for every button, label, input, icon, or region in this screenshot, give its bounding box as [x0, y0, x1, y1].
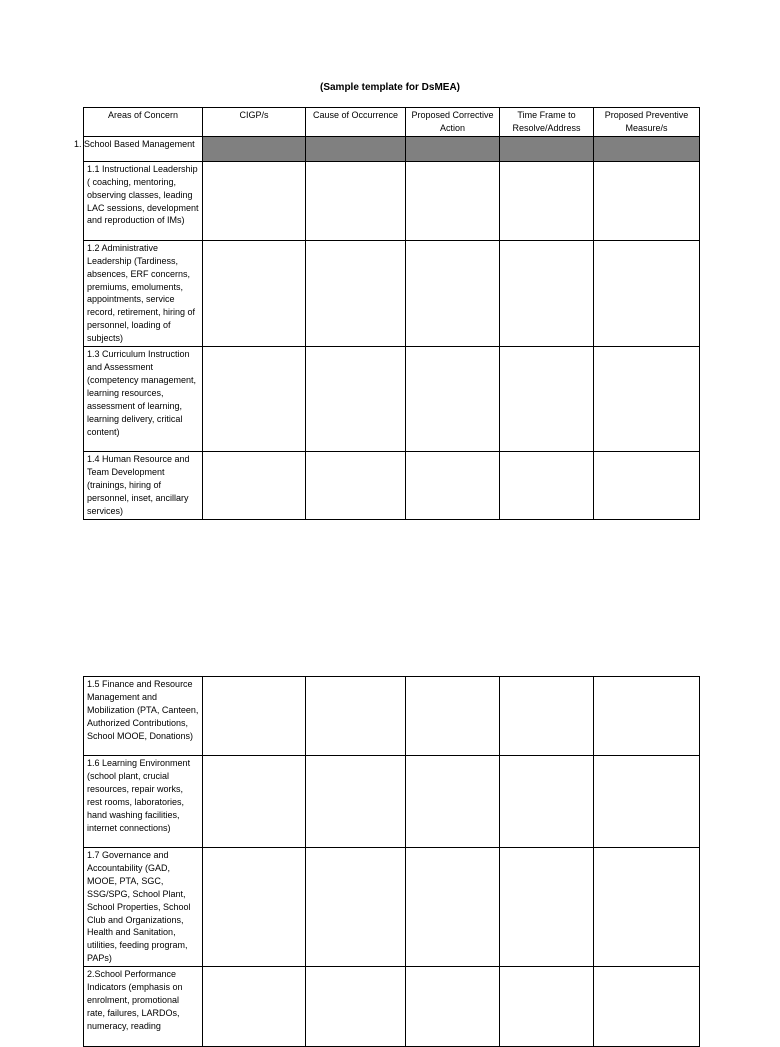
empty-cell[interactable] — [306, 848, 406, 967]
empty-cell[interactable] — [203, 967, 306, 1047]
empty-cell[interactable] — [406, 240, 500, 346]
empty-cell[interactable] — [594, 161, 700, 240]
empty-cell[interactable] — [594, 240, 700, 346]
section-row — [84, 136, 700, 161]
empty-cell[interactable] — [594, 848, 700, 967]
empty-cell[interactable] — [406, 347, 500, 452]
area-of-concern-cell: 1.1 Instructional Leadership ( coaching, mentoring, observing classes, leading LAC sessions, development and reproduction of IMs) — [84, 161, 203, 240]
header-proposed-corrective-action: Proposed Corrective Action — [406, 108, 500, 137]
shaded-cell — [500, 136, 594, 161]
header-cause-of-occurrence: Cause of Occurrence — [306, 108, 406, 137]
empty-cell[interactable] — [594, 452, 700, 520]
table-row — [84, 677, 700, 756]
empty-cell[interactable] — [203, 756, 306, 848]
area-of-concern-cell: 1.2 Administrative Leadership (Tardiness, absences, ERF concerns, premiums, emoluments, appointments, service record, retirement, hiring of personnel, loading of subjects) — [84, 240, 203, 346]
area-of-concern-cell: 1.7 Governance and Accountability (GAD, MOOE, PTA, SGC, SSG/SPG, School Plant, School Properties, School Club and Organizations, Health and Sanitation, utilities, feeding program, PAPs) — [84, 848, 203, 967]
area-of-concern-cell: 1.6 Learning Environment (school plant, crucial resources, repair works, rest rooms, laboratories, hand washing facilities, internet connections) — [84, 756, 203, 848]
empty-cell[interactable] — [203, 161, 306, 240]
empty-cell[interactable] — [406, 967, 500, 1047]
empty-cell[interactable] — [306, 967, 406, 1047]
area-of-concern-cell: 2.School Performance Indicators (emphasis on enrolment, promotional rate, failures, LARDOs, numeracy, reading — [84, 967, 203, 1047]
dsmea-table-top — [74, 107, 700, 520]
table-row — [84, 967, 700, 1047]
empty-cell[interactable] — [406, 677, 500, 756]
area-of-concern-cell: 1.5 Finance and Resource Management and Mobilization (PTA, Canteen, Authorized Contributions, School MOOE, Donations) — [84, 677, 203, 756]
empty-cell[interactable] — [500, 677, 594, 756]
empty-cell[interactable] — [306, 756, 406, 848]
header-cigp: CIGP/s — [203, 108, 306, 137]
header-row — [84, 108, 700, 137]
table-row — [84, 452, 700, 520]
empty-cell[interactable] — [500, 756, 594, 848]
table-row — [84, 240, 700, 346]
table-row — [84, 347, 700, 452]
empty-cell[interactable] — [406, 161, 500, 240]
empty-cell[interactable] — [594, 347, 700, 452]
table-row — [84, 756, 700, 848]
empty-cell[interactable] — [203, 240, 306, 346]
area-of-concern-cell: 1.3 Curriculum Instruction and Assessment (competency management, learning resources, assessment of learning, learning delivery, critical content) — [84, 347, 203, 452]
empty-cell[interactable] — [500, 452, 594, 520]
empty-cell[interactable] — [306, 452, 406, 520]
shaded-cell — [594, 136, 700, 161]
empty-cell[interactable] — [306, 240, 406, 346]
empty-cell[interactable] — [594, 967, 700, 1047]
empty-cell[interactable] — [203, 677, 306, 756]
empty-cell[interactable] — [306, 677, 406, 756]
area-of-concern-cell: 1.4 Human Resource and Team Development (trainings, hiring of personnel, inset, ancillary services) — [84, 452, 203, 520]
empty-cell[interactable] — [500, 161, 594, 240]
empty-cell[interactable] — [406, 848, 500, 967]
empty-cell[interactable] — [500, 240, 594, 346]
shaded-cell — [203, 136, 306, 161]
shaded-cell — [406, 136, 500, 161]
empty-cell[interactable] — [306, 161, 406, 240]
empty-cell[interactable] — [203, 452, 306, 520]
empty-cell[interactable] — [500, 347, 594, 452]
section-heading-cell: 1. School Based Management — [84, 136, 203, 161]
empty-cell[interactable] — [203, 347, 306, 452]
dsmea-table-bottom — [83, 676, 700, 1047]
empty-cell[interactable] — [406, 756, 500, 848]
header-time-frame: Time Frame to Resolve/Address — [500, 108, 594, 137]
header-areas-of-concern: Areas of Concern — [84, 108, 203, 137]
document-title: (Sample template for DsMEA) — [319, 82, 461, 93]
shaded-cell — [306, 136, 406, 161]
empty-cell[interactable] — [203, 848, 306, 967]
empty-cell[interactable] — [306, 347, 406, 452]
table-row — [84, 161, 700, 240]
empty-cell[interactable] — [594, 756, 700, 848]
empty-cell[interactable] — [594, 677, 700, 756]
empty-cell[interactable] — [406, 452, 500, 520]
empty-cell[interactable] — [500, 967, 594, 1047]
header-preventive-measures: Proposed Preventive Measure/s — [594, 108, 700, 137]
table-row — [84, 848, 700, 967]
empty-cell[interactable] — [500, 848, 594, 967]
